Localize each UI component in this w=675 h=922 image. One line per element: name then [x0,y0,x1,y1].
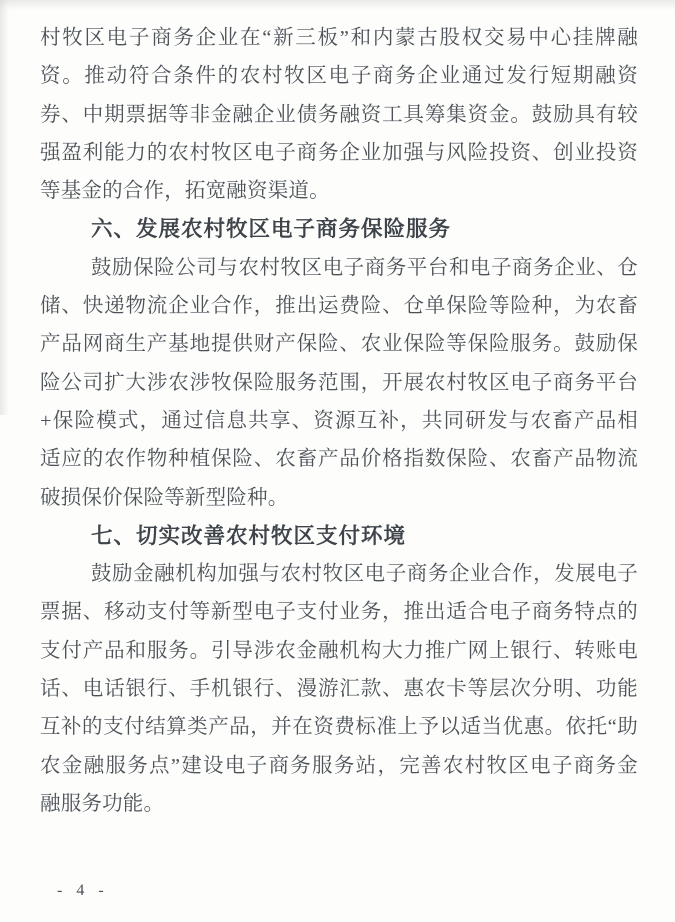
section-heading: 六、发展农村牧区电子商务保险服务 [91,217,452,242]
paragraph-line: 产品网商生产基地提供财产保险、农业保险等保险服务。鼓励保 [40,333,638,356]
paragraph-line: 村牧区电子商务企业在“新三板”和内蒙古股权交易中心挂牌融 [40,27,638,49]
paragraph-line: 破损保价保险等新型险种。 [40,486,289,509]
paragraph-line: +保险模式，通过信息共享、资源互补，共同研发与农畜产品相 [40,409,638,432]
paragraph-line: 互补的支付结算类产品，并在资费标准上予以适当优惠。依托“助 [40,716,638,739]
paragraph-line: 券、中期票据等非金融企业债务融资工具筹集资金。鼓励具有较 [40,103,638,126]
paragraph-line: 险公司扩大涉农涉牧保险服务范围，开展农村牧区电子商务平台 [40,371,638,394]
paragraph-line: 等基金的合作，拓宽融资渠道。 [40,180,330,203]
paragraph-line: 农金融服务点”建设电子商务服务站，完善农村牧区电子商务金 [40,754,638,777]
paragraph-line: 适应的农作物种植保险、农畜产品价格指数保险、农畜产品物流 [40,448,638,471]
paragraph-line: 资。推动符合条件的农村牧区电子商务企业通过发行短期融资 [40,65,638,88]
paragraph-line: 储、快递物流企业合作，推出运费险、仓单保险等险种，为农畜 [40,295,638,318]
section-heading: 七、切实改善农村牧区支付环境 [91,523,407,548]
paragraph-line: 支付产品和服务。引导涉农金融机构大力推广网上银行、转账电 [40,639,638,662]
text-area [40,19,638,823]
page-number: - 4 - [57,882,109,899]
paragraph-line: 话、电话银行、手机银行、漫游汇款、惠农卡等层次分明、功能 [40,678,638,701]
paragraph-line: 鼓励保险公司与农村牧区电子商务平台和电子商务企业、仓 [91,256,638,279]
paragraph-line: 鼓励金融机构加强与农村牧区电子商务企业合作，发展电子 [91,563,638,586]
paragraph-line: 强盈利能力的农村牧区电子商务企业加强与风险投资、创业投资 [40,141,638,164]
paragraph-line: 票据、移动支付等新型电子支付业务，推出适合电子商务特点的 [40,601,638,624]
paragraph-line: 融服务功能。 [40,792,165,815]
